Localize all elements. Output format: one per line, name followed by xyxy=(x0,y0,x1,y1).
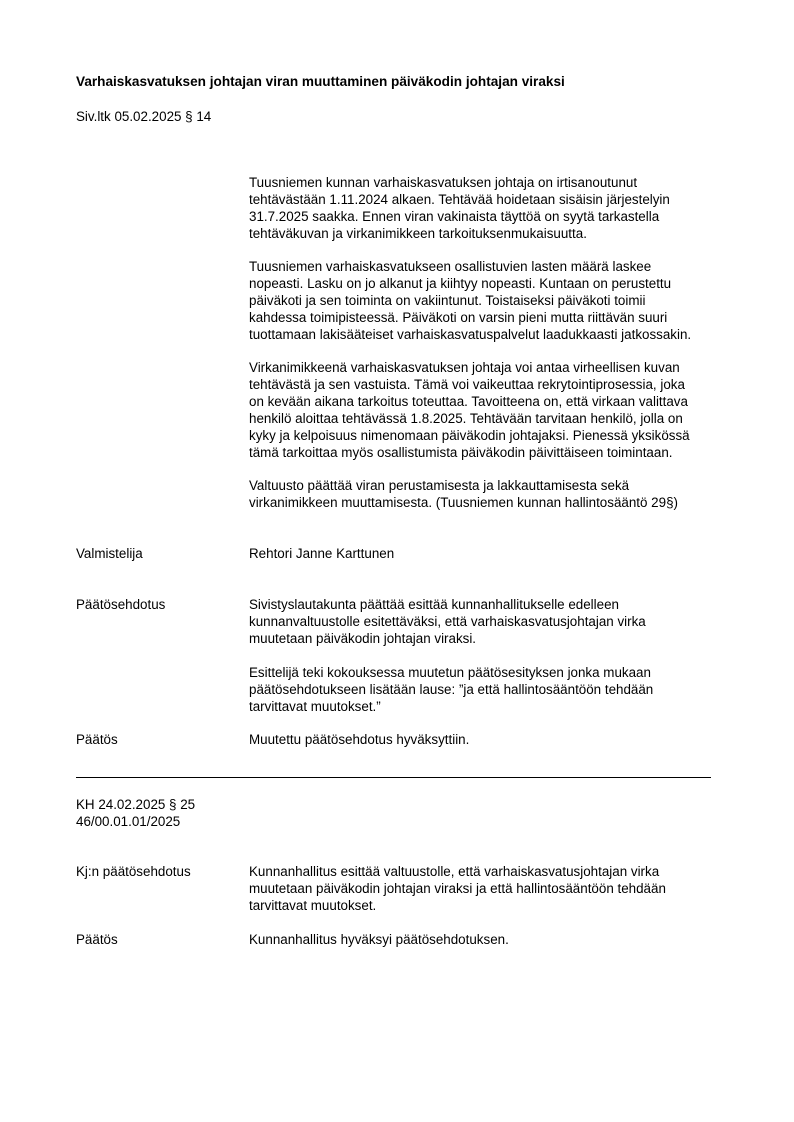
proposal-paragraph-2: Esittelijä teki kokouksessa muutetun päätösesityksen jonka mukaan päätösehdotukseen lisätään lause: ”ja että hallintosääntöön tehdään tarvittavat muutokset.” xyxy=(249,665,654,714)
proposal-paragraph-1: Sivistyslautakunta päättää esittää kunnanhallitukselle edelleen kunnanvaltuustolle esitettäväksi, että varhaiskasvatusjohtajan virka muutetaan päiväkodin johtajan viraksi. xyxy=(249,597,646,646)
preparer-value: Rehtori Janne Karttunen xyxy=(249,546,395,561)
meeting-reference: Siv.ltk 05.02.2025 § 14 xyxy=(76,109,212,124)
section-divider xyxy=(76,777,711,778)
kj-proposal-content xyxy=(249,864,741,915)
intro-paragraph-1: Tuusniemen kunnan varhaiskasvatuksen johtaja on irtisanoutunut tehtävästään 1.11.2024 alkaen. Tehtävää hoidetaan sisäisin järjestelyin 31.7.2025 saakka. Ennen viran vakinaista täyttöä on syytä tarkastella tehtäväkuvan ja virkanimikkeen tarkoituksenmukaisuutta. xyxy=(249,175,670,241)
intro-section-2 xyxy=(249,259,741,344)
preparer-label: Valmistelija xyxy=(76,546,143,561)
kj-proposal-value: Kunnanhallitus esittää valtuustolle, että varhaiskasvatusjohtajan virka muutetaan päiväkodin johtajan viraksi ja että hallintosääntöön tehdään tarvittavat muutokset. xyxy=(249,864,666,913)
intro-paragraph-2: Tuusniemen varhaiskasvatukseen osallistuvien lasten määrä laskee nopeasti. Lasku on jo alkanut ja kiihtyy nopeasti. Kuntaan on perustettu päiväkoti ja sen toiminta on vakiintunut. Toistaiseksi päiväkoti toimii kahdessa toimipisteessä. Päiväkoti on varsin pieni mutta riittävän suuri tuottamaan lakisääteiset varhaiskasvatuspalvelut laadukkaasti jatkossakin. xyxy=(249,259,692,342)
kh-reference: KH 24.02.2025 § 25 46/00.01.01/2025 xyxy=(76,797,196,829)
proposal-content-2 xyxy=(249,665,741,716)
intro-paragraph-4: Valtuusto päättää viran perustamisesta ja lakkauttamisesta sekä virkanimikkeen muuttamisesta. (Tuusniemen kunnan hallintosääntö 29§) xyxy=(249,478,678,510)
proposal-content xyxy=(249,597,741,648)
decision-value-1: Muutettu päätösehdotus hyväksyttiin. xyxy=(249,732,470,747)
kj-proposal-label: Kj:n päätösehdotus xyxy=(76,864,191,879)
intro-paragraph-3: Virkanimikkeenä varhaiskasvatuksen johtaja voi antaa virheellisen kuvan tehtävästä ja sen vastuista. Tämä voi vaikeuttaa rekrytointiprosessia, joka on kevään aikana tarkoitus toteuttaa. Tavoitteena on, että virkaan valittava henkilö aloittaa tehtävässä 1.8.2025. Tehtävään tarvitaan henkilö, jolla on kyky ja kelpoisuus nimenomaan päiväkodin johtajaksi. Pienessä yksikössä tämä tarkoittaa myös osallistumista päiväkodin päivittäiseen toimintaan. xyxy=(249,360,690,460)
decision-label-1: Päätös xyxy=(76,732,118,747)
decision-value-2: Kunnanhallitus hyväksyi päätösehdotuksen. xyxy=(249,932,509,947)
intro-section-3 xyxy=(249,360,741,461)
intro-section xyxy=(249,175,741,243)
intro-section-4 xyxy=(249,478,741,512)
proposal-label: Päätösehdotus xyxy=(76,597,166,612)
document-title: Varhaiskasvatuksen johtajan viran muuttaminen päiväkodin johtajan viraksi xyxy=(76,74,565,89)
decision-label-2: Päätös xyxy=(76,932,118,947)
